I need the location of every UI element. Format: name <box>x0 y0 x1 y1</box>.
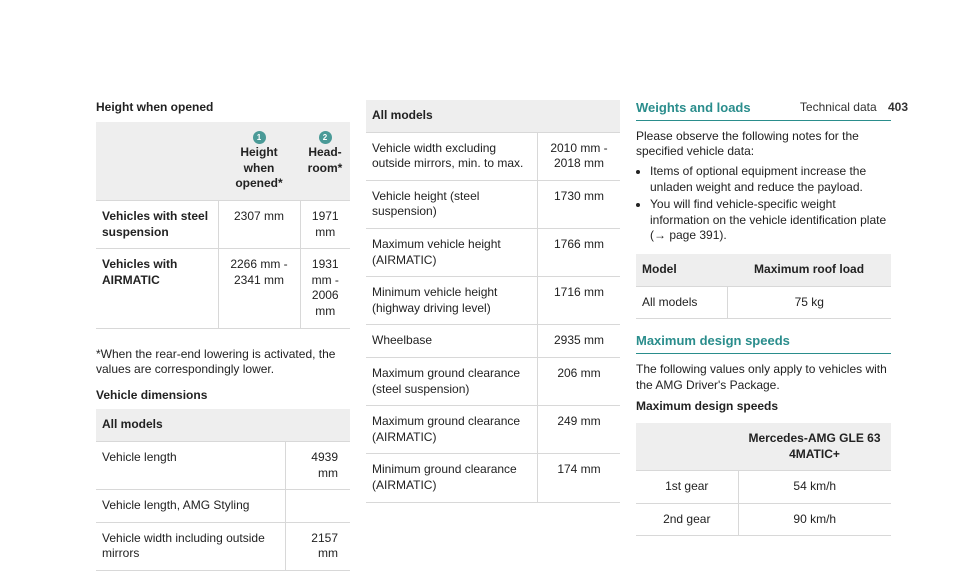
row-label: Minimum vehicle height (highway driving level) <box>366 277 538 325</box>
roof-load-head: Maximum roof load <box>727 254 891 286</box>
table-row <box>366 180 620 228</box>
table-row <box>636 503 891 536</box>
marker-1-icon: 1 <box>253 131 266 144</box>
vehicle-dimensions-table <box>96 409 350 571</box>
row-label: Vehicle length <box>96 441 285 489</box>
column-middle <box>366 100 620 503</box>
row-label: Maximum ground clearance (steel suspension) <box>366 357 538 405</box>
table-row <box>366 277 620 325</box>
speeds-empty-head <box>636 423 738 471</box>
row-label: 1st gear <box>636 471 738 504</box>
speeds-intro: The following values only apply to vehicles with the AMG Driver's Package. <box>636 362 887 392</box>
row-value: 2935 mm <box>538 325 621 358</box>
row-value: 75 kg <box>727 286 891 319</box>
row-value: 249 mm <box>538 406 621 454</box>
row-value: 1971 mm <box>300 200 350 248</box>
height-opened-table <box>96 122 350 329</box>
model-head: Model <box>636 254 727 286</box>
row-value: 1766 mm <box>538 228 621 276</box>
list-item: • You will find vehicle-specific weight information on the vehicle identification plate (→ page 391). <box>650 197 891 244</box>
row-value: 2307 mm <box>218 200 300 248</box>
row-value: 1716 mm <box>538 277 621 325</box>
speeds-table <box>636 423 891 536</box>
weights-bullets <box>636 164 891 244</box>
row-label: Vehicle height (steel suspension) <box>366 180 538 228</box>
all-models-head: All models <box>366 100 620 132</box>
row-value: 2157 mm <box>285 522 350 570</box>
row-label: Maximum ground clearance (AIRMATIC) <box>366 406 538 454</box>
table-row <box>96 490 350 523</box>
row-label: Maximum vehicle height (AIRMATIC) <box>366 228 538 276</box>
table-row <box>96 200 350 248</box>
weights-title: Weights and loads <box>636 100 891 121</box>
row-value: 2266 mm - 2341 mm <box>218 249 300 328</box>
height-note: *When the rear-end lowering is activated, the values are correspondingly lower. <box>96 346 336 377</box>
row-label: Vehicle width including outside mirrors <box>96 522 285 570</box>
table-row <box>366 228 620 276</box>
table-row <box>636 286 891 319</box>
weights-intro: Please observe the following notes for the specified vehicle data: <box>636 128 859 159</box>
table-row <box>96 441 350 489</box>
row-label: Vehicles with steel suspension <box>96 200 218 248</box>
vehicle-dimensions-title: Vehicle dimensions <box>96 387 208 402</box>
height-table-col2-head <box>300 122 350 201</box>
height-col1-label: Height when opened* <box>235 145 283 191</box>
height-table-col1-head <box>218 122 300 201</box>
table-row <box>366 454 620 502</box>
row-value: 1730 mm <box>538 180 621 228</box>
speeds-title: Maximum design speeds <box>636 333 891 354</box>
row-label: Vehicles with AIRMATIC <box>96 249 218 328</box>
row-label: Wheelbase <box>366 325 538 358</box>
row-value: 54 km/h <box>738 471 891 504</box>
table-row <box>636 471 891 504</box>
table-row <box>96 522 350 570</box>
row-value: 174 mm <box>538 454 621 502</box>
row-value: 90 km/h <box>738 503 891 536</box>
row-value: 2010 mm - 2018 mm <box>538 132 621 180</box>
row-label: All models <box>636 286 727 319</box>
height-opened-title: Height when opened <box>96 100 214 114</box>
table-row <box>96 249 350 328</box>
height-col2-label: Headroom* <box>307 145 343 175</box>
height-table-empty-head <box>96 122 218 201</box>
all-models-table <box>366 100 620 503</box>
row-value: 4939 mm <box>285 441 350 489</box>
list-item: • Items of optional equipment increase the unladen weight and reduce the payload. <box>650 164 891 195</box>
speeds-model-head: Mercedes-AMG GLE 63 4MATIC+ <box>738 423 891 471</box>
row-label: Minimum ground clearance (AIRMATIC) <box>366 454 538 502</box>
row-label: Vehicle length, AMG Styling <box>96 490 285 523</box>
column-left <box>96 100 350 571</box>
marker-2-icon: 2 <box>319 131 332 144</box>
row-label: Vehicle width excluding outside mirrors, min. to max. <box>366 132 538 180</box>
row-value <box>285 490 350 523</box>
vehicle-dimensions-head: All models <box>96 409 350 441</box>
row-value: 1931 mm - 2006 mm <box>300 249 350 328</box>
row-label: 2nd gear <box>636 503 738 536</box>
speeds-subtitle: Maximum design speeds <box>636 399 779 414</box>
table-row <box>366 357 620 405</box>
table-row <box>366 325 620 358</box>
page-section: Technical data <box>799 100 877 114</box>
page-number: 403 <box>887 100 908 114</box>
column-right <box>636 100 891 536</box>
table-row <box>366 406 620 454</box>
table-row <box>366 132 620 180</box>
row-value: 206 mm <box>538 357 621 405</box>
roof-load-table <box>636 254 891 319</box>
